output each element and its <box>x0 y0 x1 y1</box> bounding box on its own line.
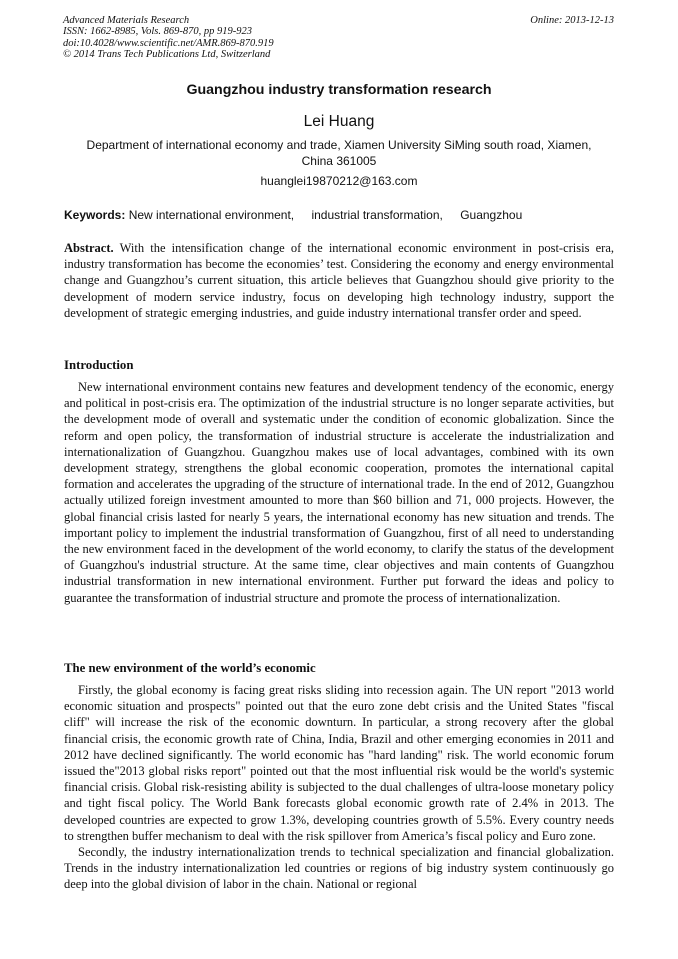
abstract-block <box>64 240 614 321</box>
author-name: Lei Huang <box>303 113 375 130</box>
body-paragraph: Secondly, the industry internationalization trends to technical specialization and financial globalization. Trends in the industry internationalization led countries or regions of big industry system continuously go deep into the global division of labor in the chain. National or regional <box>64 845 614 892</box>
body-paragraph: Firstly, the global economy is facing great risks sliding into recession again. The UN report "2013 world economic situation and prospects" pointed out that the euro zone debt crisis and the United States "fiscal cliff" will increase the risk of the economic downturn. In particular, a strong recovery after the global financial crisis, the economic growth rate of China, India, Brazil and other emerging economies in 2011 and 2012 have declined significantly. The world economic has "hard landing" risk. The world economic forum issued the"2013 global risks report" pointed out that the most influential risk would be the world's systemic financial crisis. Global risk-resisting ability is subjected to the dual challenges of ultra-loose monetary policy and tight fiscal policy. The World Bank forecasts global economic growth rate of 2.4% in 2013. The developed countries are expected to grow 1.3%, developing countries growth of 5.5%. Every country needs to strengthen buffer mechanism to deal with the risk spillover from America’s fiscal policy and Euro zone. <box>64 683 614 843</box>
journal-issn: ISSN: 1662-8985, Vols. 869-870, pp 919-923 <box>63 26 252 38</box>
paper-title: Guangzhou industry transformation research <box>186 82 492 98</box>
journal-doi[interactable]: doi:10.4028/www.scientific.net/AMR.869-870.919 <box>63 37 274 49</box>
journal-name: Advanced Materials Research <box>63 15 190 26</box>
keywords-line <box>64 208 624 222</box>
journal-copyright: © 2014 Trans Tech Publications Ltd, Switzerland <box>63 48 271 60</box>
author-email[interactable]: huanglei19870212@163.com <box>260 174 418 188</box>
introduction-body <box>64 379 614 606</box>
journal-header <box>63 15 274 60</box>
keyword-item: Guangzhou <box>460 208 523 222</box>
abstract-label: Abstract. <box>64 241 114 255</box>
keyword-item: industrial transformation, <box>311 208 443 222</box>
online-date: Online: 2013-12-13 <box>530 15 614 26</box>
keywords-label: Keywords: <box>64 208 126 222</box>
abstract-text: With the intensification change of the international economic environment in post-crisis era, industry transformation has become the economies’ test. Considering the economy and energy environmental change and Guangzhou’s current situation, this article believes that Guangzhou should give priority to the development of modern service industry, focus on developing high technology industry, support the development of strategic emerging industries, and guide industry international transfer order and speed. <box>64 241 614 320</box>
section-heading-introduction: Introduction <box>64 358 134 372</box>
body-paragraph: New international environment contains new features and development tendency of the economic, energy and political in post-crisis era. The optimization of the industrial structure is no longer separate activities, but the development mode of overall and systematic under the condition of economic globalization. Since the reform and open policy, the transformation of industrial structure is accelerate the industrialization and internationalization of Guangzhou. Guangzhou makes use of local advantages, combined with its own development strategy, strengthens the global economic cooperation, promotes the international capital formation and accelerates the upgrading of the structure of international trade. In the end of 2012, Guangzhou actually utilized foreign investment amounted to more than $60 billion and 71, 000 projects. However, the global financial crisis lasted for nearly 5 years, the international economy has new situation and trends. The important policy to implement the industrial transformation of Guangzhou, first of all need to understanding the new environment faced in the development of the world economy, to clarify the status of the development of Guangzhou's industrial structure. At the same time, clear objectives and main contents of Guangzhou industrial transformation in new international environment. Further put forward the ideas and policy to guarantee the transformation of industrial structure and promote the process of internationalization. <box>64 380 614 605</box>
keyword-item: New international environment, <box>128 208 295 222</box>
section-heading-new-environment: The new environment of the world’s economic <box>64 661 316 675</box>
new-environment-body <box>64 682 614 893</box>
author-affiliation: Department of international economy and trade, Xiamen University SiMing south road, Xiamen, China 361005 <box>86 138 592 168</box>
